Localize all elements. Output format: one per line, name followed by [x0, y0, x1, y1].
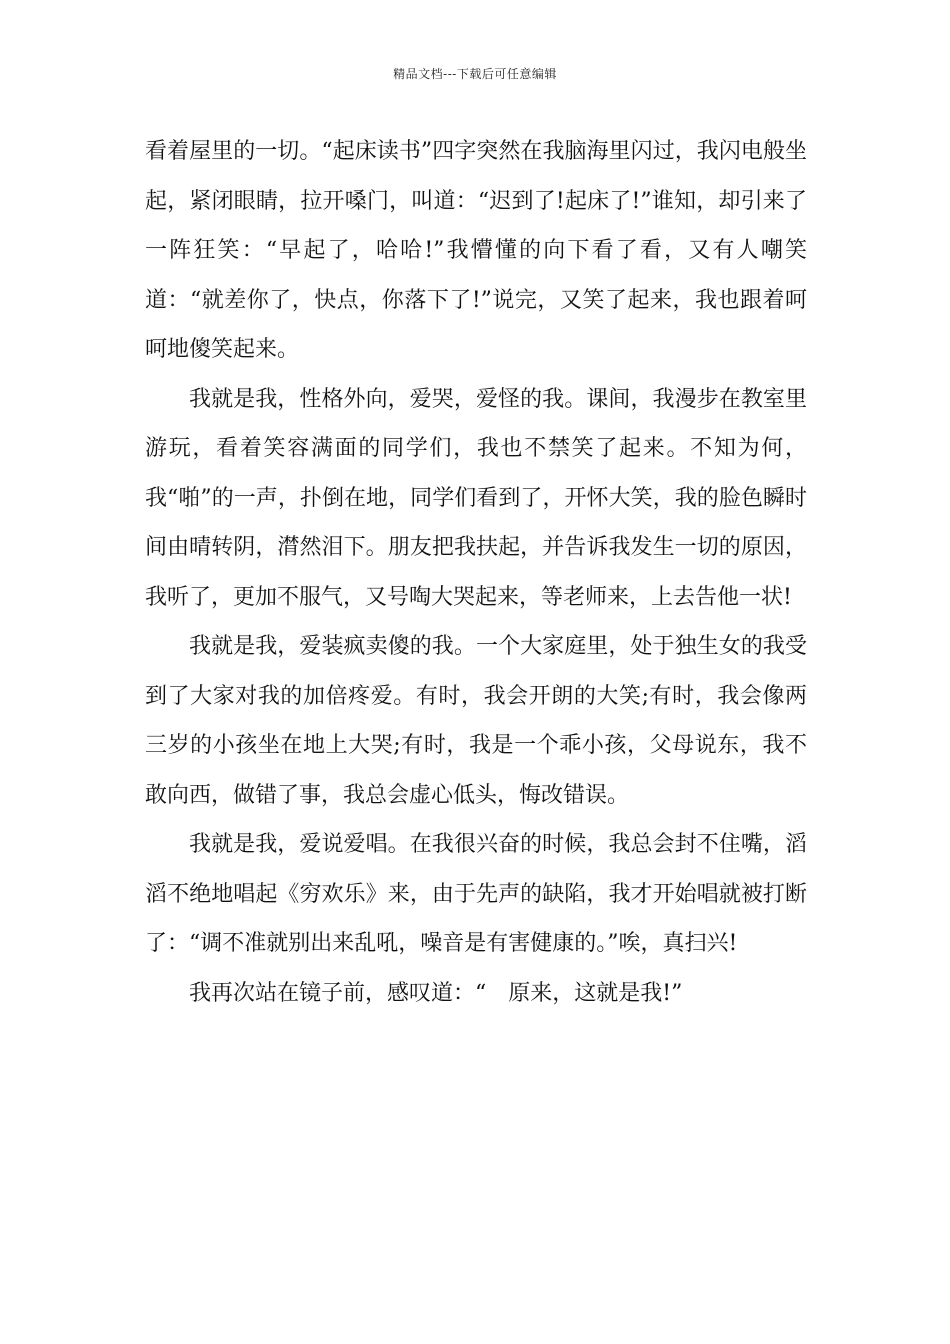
page-header: 精品文档---下载后可任意编辑 [393, 67, 557, 81]
paragraph-4: 我就是我，爱说爱唱。在我很兴奋的时候，我总会封不住嘴，滔滔不绝地唱起《穷欢乐》来，由于先声的缺陷，我才开始唱就被打断了：“调不准就别出来乱吼，噪音是有害健康的。”唉，真扫兴! [145, 832, 807, 956]
paragraph-3: 我就是我，爱装疯卖傻的我。一个大家庭里，处于独生女的我受到了大家对我的加倍疼爱。有时，我会开朗的大笑;有时，我会像两三岁的小孩坐在地上大哭;有时，我是一个乖小孩，父母说东，我不敢向西，做错了事，我总会虚心低头，悔改错误。 [145, 634, 807, 808]
document-body [145, 127, 807, 1018]
paragraph-1: 看着屋里的一切。“起床读书”四字突然在我脑海里闪过，我闪电般坐起，紧闭眼睛，拉开嗓门，叫道：“迟到了!起床了!”谁知，却引来了一阵狂笑：“早起了，哈哈!”我懵懂的向下看了看，又有人嘲笑道：“就差你了，快点，你落下了!”说完，又笑了起来，我也跟着呵呵地傻笑起来。 [145, 139, 807, 362]
paragraph-5: 我再次站在镜子前，感叹道：“ 原来，这就是我!” [189, 980, 683, 1006]
paragraph-2: 我就是我，性格外向，爱哭，爱怪的我。课间，我漫步在教室里游玩，看着笑容满面的同学们，我也不禁笑了起来。不知为何，我“啪”的一声，扑倒在地，同学们看到了，开怀大笑，我的脸色瞬时间由晴转阴，潸然泪下。朋友把我扶起，并告诉我发生一切的原因，我听了，更加不服气，又号啕大哭起来，等老师来，上去告他一状! [145, 386, 807, 610]
